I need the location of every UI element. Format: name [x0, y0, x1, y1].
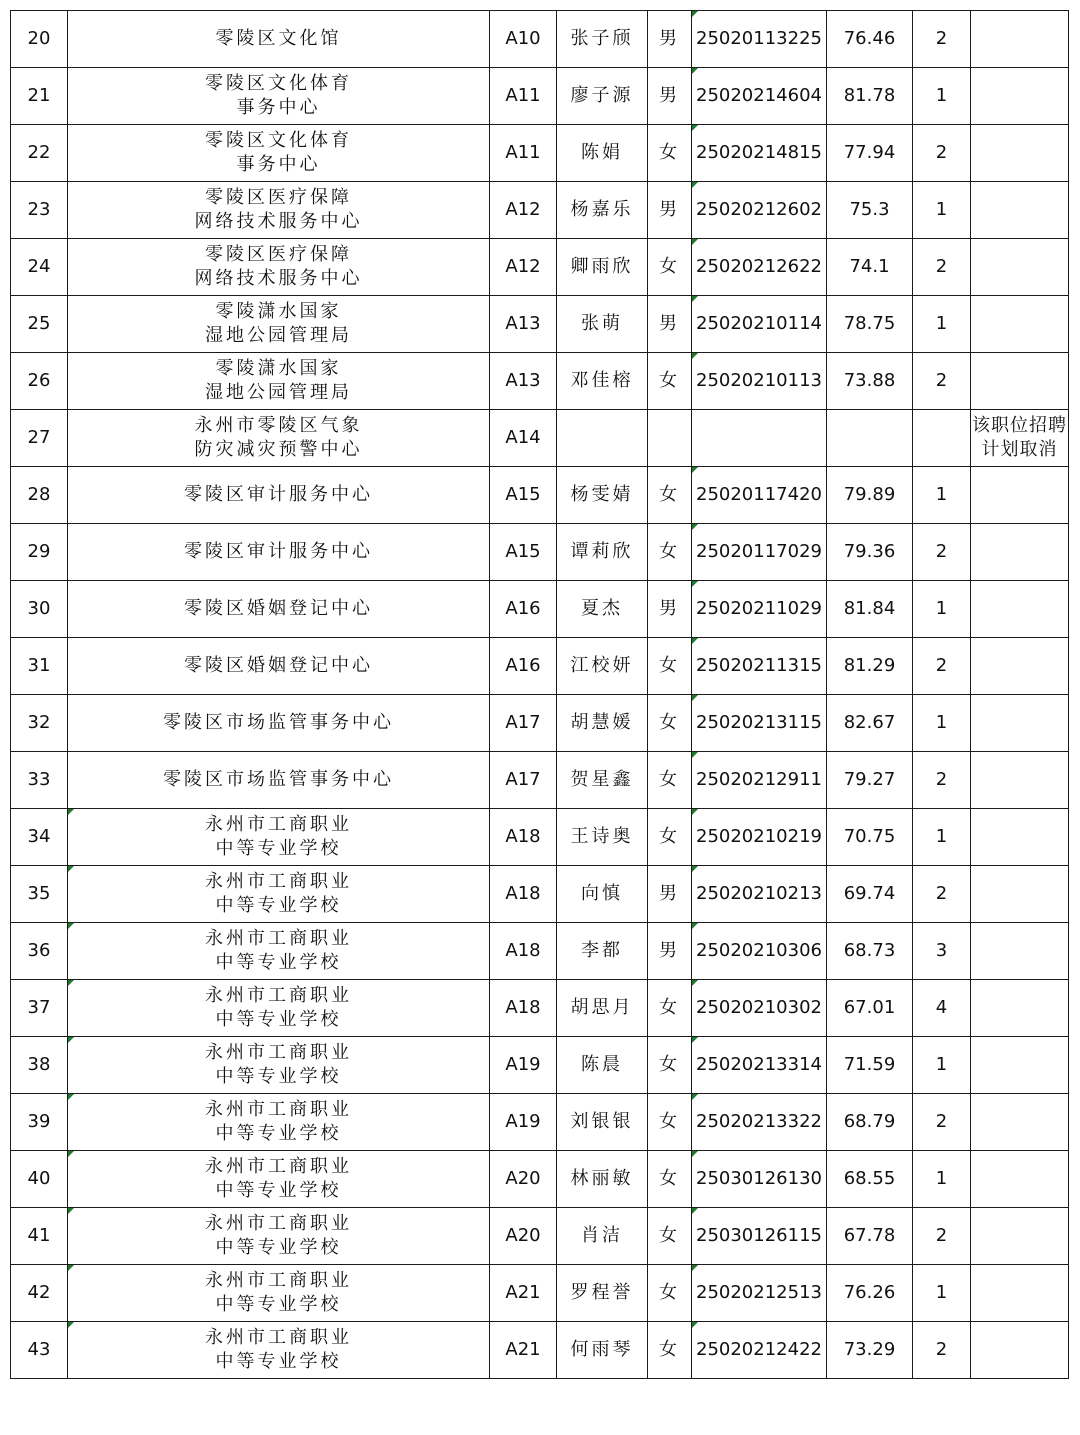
ticket-number-cell: 25020210113: [692, 353, 827, 410]
post-code-cell: A18: [490, 866, 557, 923]
remark-cell: [971, 695, 1069, 752]
unit-cell: [68, 182, 490, 239]
ticket-number-cell: 25020214815: [692, 125, 827, 182]
remark-cell: [971, 1151, 1069, 1208]
post-code-cell: A11: [490, 125, 557, 182]
rank-cell: 1: [913, 68, 971, 125]
post-code-cell: A21: [490, 1265, 557, 1322]
gender-cell: 女: [648, 980, 692, 1037]
rank-cell: 1: [913, 695, 971, 752]
post-code-cell: A18: [490, 980, 557, 1037]
remark-cell: [971, 1037, 1069, 1094]
score-cell: 79.89: [827, 467, 913, 524]
remark-cell: [971, 866, 1069, 923]
remark-cell: [971, 467, 1069, 524]
remark-cell: [971, 1094, 1069, 1151]
post-code-cell: A16: [490, 638, 557, 695]
remark-cell: [971, 125, 1069, 182]
score-cell: [827, 410, 913, 467]
unit-cell: [68, 410, 490, 467]
score-cell: 71.59: [827, 1037, 913, 1094]
unit-line: 零陵区医疗保障: [205, 187, 352, 208]
gender-cell: 男: [648, 296, 692, 353]
candidate-name-cell: 胡思月: [557, 980, 648, 1037]
row-number-cell: 27: [11, 410, 68, 467]
gender-cell: 女: [648, 1265, 692, 1322]
ticket-number-cell: 25020117420: [692, 467, 827, 524]
score-cell: 76.26: [827, 1265, 913, 1322]
ticket-number-cell: 25020213115: [692, 695, 827, 752]
post-code-cell: A19: [490, 1037, 557, 1094]
candidate-name-cell: 肖洁: [557, 1208, 648, 1265]
unit-cell: [68, 752, 490, 809]
score-cell: 69.74: [827, 866, 913, 923]
table-row: [11, 410, 1069, 467]
unit-cell: [68, 353, 490, 410]
unit-cell: [68, 125, 490, 182]
table-row: [11, 1094, 1069, 1151]
row-number-cell: 20: [11, 11, 68, 68]
row-number-cell: 33: [11, 752, 68, 809]
unit-line: 中等专业学校: [215, 1123, 342, 1144]
candidate-name-cell: 陈晨: [557, 1037, 648, 1094]
unit-line: 永州市工商职业: [205, 1156, 352, 1177]
score-cell: 67.01: [827, 980, 913, 1037]
rank-cell: 2: [913, 1322, 971, 1379]
unit-line: 永州市工商职业: [205, 1270, 352, 1291]
table-row: [11, 125, 1069, 182]
post-code-cell: A17: [490, 752, 557, 809]
unit-line: 永州市工商职业: [205, 1327, 352, 1348]
table-row: [11, 923, 1069, 980]
candidate-name-cell: 谭莉欣: [557, 524, 648, 581]
post-code-cell: A10: [490, 11, 557, 68]
unit-line: 永州市零陵区气象: [194, 415, 363, 436]
ticket-number-cell: 25020210114: [692, 296, 827, 353]
unit-line: 永州市工商职业: [205, 1213, 352, 1234]
remark-cell: [971, 410, 1069, 467]
ticket-number-cell: 25020213314: [692, 1037, 827, 1094]
unit-cell: [68, 1208, 490, 1265]
candidate-name-cell: [557, 410, 648, 467]
post-code-cell: A17: [490, 695, 557, 752]
ticket-number-cell: 25020213322: [692, 1094, 827, 1151]
ticket-number-cell: 25020210219: [692, 809, 827, 866]
rank-cell: 1: [913, 1265, 971, 1322]
row-number-cell: 23: [11, 182, 68, 239]
row-number-cell: 35: [11, 866, 68, 923]
table-row: [11, 1265, 1069, 1322]
post-code-cell: A12: [490, 182, 557, 239]
gender-cell: 女: [648, 125, 692, 182]
post-code-cell: A20: [490, 1208, 557, 1265]
post-code-cell: A16: [490, 581, 557, 638]
unit-line: 永州市工商职业: [205, 1099, 352, 1120]
gender-cell: 女: [648, 1322, 692, 1379]
score-cell: 81.29: [827, 638, 913, 695]
unit-line: 中等专业学校: [215, 1009, 342, 1030]
remark-cell: [971, 638, 1069, 695]
post-code-cell: A21: [490, 1322, 557, 1379]
unit-line: 湿地公园管理局: [205, 382, 352, 403]
unit-line: 网络技术服务中心: [194, 268, 363, 289]
gender-cell: [648, 410, 692, 467]
gender-cell: 女: [648, 752, 692, 809]
table-row: [11, 467, 1069, 524]
rank-cell: 1: [913, 809, 971, 866]
remark-cell: [971, 809, 1069, 866]
unit-line: 永州市工商职业: [205, 928, 352, 949]
unit-cell: [68, 866, 490, 923]
results-table: [10, 10, 1069, 1379]
candidate-name-cell: 王诗奥: [557, 809, 648, 866]
unit-line: 零陵区审计服务中心: [184, 541, 373, 562]
candidate-name-cell: 杨嘉乐: [557, 182, 648, 239]
ticket-number-cell: 25020212422: [692, 1322, 827, 1379]
rank-cell: 2: [913, 866, 971, 923]
remark-cell: [971, 1322, 1069, 1379]
gender-cell: 男: [648, 866, 692, 923]
unit-cell: [68, 1265, 490, 1322]
score-cell: 70.75: [827, 809, 913, 866]
row-number-cell: 41: [11, 1208, 68, 1265]
gender-cell: 女: [648, 239, 692, 296]
rank-cell: 1: [913, 1151, 971, 1208]
post-code-cell: A18: [490, 923, 557, 980]
post-code-cell: A15: [490, 524, 557, 581]
table-row: [11, 296, 1069, 353]
table-row: [11, 68, 1069, 125]
unit-line: 零陵区文化体育: [205, 130, 352, 151]
remark-cell: [971, 923, 1069, 980]
unit-line: 中等专业学校: [215, 1294, 342, 1315]
candidate-name-cell: 李都: [557, 923, 648, 980]
gender-cell: 女: [648, 638, 692, 695]
gender-cell: 女: [648, 467, 692, 524]
table-row: [11, 1037, 1069, 1094]
table-row: [11, 524, 1069, 581]
score-cell: 74.1: [827, 239, 913, 296]
row-number-cell: 21: [11, 68, 68, 125]
score-cell: 76.46: [827, 11, 913, 68]
post-code-cell: A18: [490, 809, 557, 866]
ticket-number-cell: 25020210213: [692, 866, 827, 923]
ticket-number-cell: 25020212622: [692, 239, 827, 296]
unit-line: 中等专业学校: [215, 1351, 342, 1372]
rank-cell: 2: [913, 1208, 971, 1265]
table-row: [11, 353, 1069, 410]
unit-cell: [68, 467, 490, 524]
ticket-number-cell: 25030126130: [692, 1151, 827, 1208]
unit-cell: [68, 1094, 490, 1151]
unit-cell: [68, 638, 490, 695]
remark-cell: [971, 68, 1069, 125]
row-number-cell: 30: [11, 581, 68, 638]
candidate-name-cell: 廖子源: [557, 68, 648, 125]
candidate-name-cell: 向慎: [557, 866, 648, 923]
candidate-name-cell: 罗程誉: [557, 1265, 648, 1322]
candidate-name-cell: 邓佳榕: [557, 353, 648, 410]
post-code-cell: A11: [490, 68, 557, 125]
row-number-cell: 25: [11, 296, 68, 353]
ticket-number-cell: 25020214604: [692, 68, 827, 125]
unit-cell: [68, 809, 490, 866]
remark-cell: [971, 980, 1069, 1037]
unit-line: 零陵区医疗保障: [205, 244, 352, 265]
unit-cell: [68, 296, 490, 353]
unit-cell: [68, 68, 490, 125]
unit-line: 中等专业学校: [215, 1237, 342, 1258]
rank-cell: 1: [913, 296, 971, 353]
remark-line: 计划取消: [981, 439, 1058, 460]
ticket-number-cell: 25020212911: [692, 752, 827, 809]
ticket-number-cell: 25020212602: [692, 182, 827, 239]
remark-cell: [971, 752, 1069, 809]
unit-cell: [68, 923, 490, 980]
score-cell: 77.94: [827, 125, 913, 182]
table-row: [11, 752, 1069, 809]
unit-line: 零陵潇水国家: [215, 358, 342, 379]
table-row: [11, 695, 1069, 752]
unit-cell: [68, 1151, 490, 1208]
candidate-name-cell: 陈娟: [557, 125, 648, 182]
remark-line: 该职位招聘: [972, 415, 1067, 436]
score-cell: 73.29: [827, 1322, 913, 1379]
unit-line: 零陵区婚姻登记中心: [184, 655, 373, 676]
row-number-cell: 38: [11, 1037, 68, 1094]
post-code-cell: A13: [490, 296, 557, 353]
rank-cell: 1: [913, 182, 971, 239]
score-cell: 79.36: [827, 524, 913, 581]
score-cell: 81.84: [827, 581, 913, 638]
score-cell: 78.75: [827, 296, 913, 353]
remark-cell: [971, 239, 1069, 296]
remark-cell: [971, 1265, 1069, 1322]
remark-cell: [971, 1208, 1069, 1265]
gender-cell: 男: [648, 581, 692, 638]
table-body: [11, 11, 1069, 1379]
unit-line: 零陵区市场监管事务中心: [163, 769, 394, 790]
table-row: [11, 1151, 1069, 1208]
unit-cell: [68, 11, 490, 68]
post-code-cell: A13: [490, 353, 557, 410]
ticket-number-cell: [692, 410, 827, 467]
unit-line: 永州市工商职业: [205, 814, 352, 835]
table-row: [11, 1208, 1069, 1265]
score-cell: 68.73: [827, 923, 913, 980]
gender-cell: 男: [648, 182, 692, 239]
unit-line: 中等专业学校: [215, 838, 342, 859]
table-row: [11, 11, 1069, 68]
unit-line: 零陵区文化馆: [215, 28, 342, 49]
unit-cell: [68, 581, 490, 638]
table-row: [11, 182, 1069, 239]
unit-line: 零陵潇水国家: [215, 301, 342, 322]
score-cell: 75.3: [827, 182, 913, 239]
ticket-number-cell: 25020117029: [692, 524, 827, 581]
ticket-number-cell: 25020210306: [692, 923, 827, 980]
remark-cell: [971, 11, 1069, 68]
gender-cell: 女: [648, 1208, 692, 1265]
candidate-name-cell: 贺星鑫: [557, 752, 648, 809]
gender-cell: 女: [648, 524, 692, 581]
rank-cell: 2: [913, 239, 971, 296]
gender-cell: 男: [648, 11, 692, 68]
rank-cell: 1: [913, 1037, 971, 1094]
unit-line: 零陵区市场监管事务中心: [163, 712, 394, 733]
unit-line: 永州市工商职业: [205, 871, 352, 892]
gender-cell: 女: [648, 1151, 692, 1208]
row-number-cell: 31: [11, 638, 68, 695]
unit-cell: [68, 524, 490, 581]
post-code-cell: A12: [490, 239, 557, 296]
ticket-number-cell: 25020211315: [692, 638, 827, 695]
gender-cell: 男: [648, 923, 692, 980]
unit-line: 永州市工商职业: [205, 985, 352, 1006]
gender-cell: 男: [648, 68, 692, 125]
remark-cell: [971, 296, 1069, 353]
unit-line: 事务中心: [236, 154, 321, 175]
table-row: [11, 809, 1069, 866]
row-number-cell: 42: [11, 1265, 68, 1322]
row-number-cell: 32: [11, 695, 68, 752]
table-row: [11, 866, 1069, 923]
unit-line: 湿地公园管理局: [205, 325, 352, 346]
row-number-cell: 36: [11, 923, 68, 980]
rank-cell: 2: [913, 524, 971, 581]
gender-cell: 女: [648, 1094, 692, 1151]
score-cell: 81.78: [827, 68, 913, 125]
row-number-cell: 22: [11, 125, 68, 182]
rank-cell: 3: [913, 923, 971, 980]
candidate-name-cell: 林丽敏: [557, 1151, 648, 1208]
table-row: [11, 239, 1069, 296]
table-row: [11, 581, 1069, 638]
rank-cell: 1: [913, 581, 971, 638]
unit-line: 网络技术服务中心: [194, 211, 363, 232]
post-code-cell: A19: [490, 1094, 557, 1151]
unit-cell: [68, 1322, 490, 1379]
candidate-name-cell: 张子颀: [557, 11, 648, 68]
score-cell: 79.27: [827, 752, 913, 809]
rank-cell: 2: [913, 752, 971, 809]
remark-cell: [971, 524, 1069, 581]
row-number-cell: 26: [11, 353, 68, 410]
rank-cell: 2: [913, 353, 971, 410]
ticket-number-cell: 25030126115: [692, 1208, 827, 1265]
rank-cell: 2: [913, 1094, 971, 1151]
gender-cell: 女: [648, 353, 692, 410]
unit-line: 防灾减灾预警中心: [194, 439, 363, 460]
gender-cell: 女: [648, 809, 692, 866]
unit-line: 零陵区婚姻登记中心: [184, 598, 373, 619]
row-number-cell: 39: [11, 1094, 68, 1151]
row-number-cell: 37: [11, 980, 68, 1037]
remark-cell: [971, 353, 1069, 410]
unit-line: 中等专业学校: [215, 1180, 342, 1201]
score-cell: 73.88: [827, 353, 913, 410]
table-row: [11, 980, 1069, 1037]
gender-cell: 女: [648, 1037, 692, 1094]
score-cell: 82.67: [827, 695, 913, 752]
row-number-cell: 43: [11, 1322, 68, 1379]
rank-cell: 2: [913, 638, 971, 695]
unit-line: 永州市工商职业: [205, 1042, 352, 1063]
post-code-cell: A14: [490, 410, 557, 467]
row-number-cell: 34: [11, 809, 68, 866]
unit-line: 中等专业学校: [215, 1066, 342, 1087]
candidate-name-cell: 何雨琴: [557, 1322, 648, 1379]
row-number-cell: 40: [11, 1151, 68, 1208]
rank-cell: 2: [913, 125, 971, 182]
ticket-number-cell: 25020210302: [692, 980, 827, 1037]
rank-cell: [913, 410, 971, 467]
row-number-cell: 29: [11, 524, 68, 581]
row-number-cell: 28: [11, 467, 68, 524]
unit-cell: [68, 239, 490, 296]
unit-cell: [68, 695, 490, 752]
rank-cell: 4: [913, 980, 971, 1037]
unit-line: 零陵区审计服务中心: [184, 484, 373, 505]
unit-cell: [68, 1037, 490, 1094]
score-cell: 68.55: [827, 1151, 913, 1208]
post-code-cell: A15: [490, 467, 557, 524]
rank-cell: 1: [913, 467, 971, 524]
candidate-name-cell: 夏杰: [557, 581, 648, 638]
ticket-number-cell: 25020212513: [692, 1265, 827, 1322]
candidate-name-cell: 刘银银: [557, 1094, 648, 1151]
ticket-number-cell: 25020211029: [692, 581, 827, 638]
row-number-cell: 24: [11, 239, 68, 296]
table-row: [11, 638, 1069, 695]
candidate-name-cell: 江校妍: [557, 638, 648, 695]
candidate-name-cell: 卿雨欣: [557, 239, 648, 296]
unit-line: 事务中心: [236, 97, 321, 118]
table-row: [11, 1322, 1069, 1379]
gender-cell: 女: [648, 695, 692, 752]
candidate-name-cell: 杨雯婧: [557, 467, 648, 524]
rank-cell: 2: [913, 11, 971, 68]
candidate-name-cell: 胡慧媛: [557, 695, 648, 752]
candidate-name-cell: 张萌: [557, 296, 648, 353]
post-code-cell: A20: [490, 1151, 557, 1208]
unit-line: 零陵区文化体育: [205, 73, 352, 94]
ticket-number-cell: 25020113225: [692, 11, 827, 68]
score-cell: 67.78: [827, 1208, 913, 1265]
unit-cell: [68, 980, 490, 1037]
score-cell: 68.79: [827, 1094, 913, 1151]
remark-cell: [971, 182, 1069, 239]
remark-cell: [971, 581, 1069, 638]
unit-line: 中等专业学校: [215, 895, 342, 916]
unit-line: 中等专业学校: [215, 952, 342, 973]
